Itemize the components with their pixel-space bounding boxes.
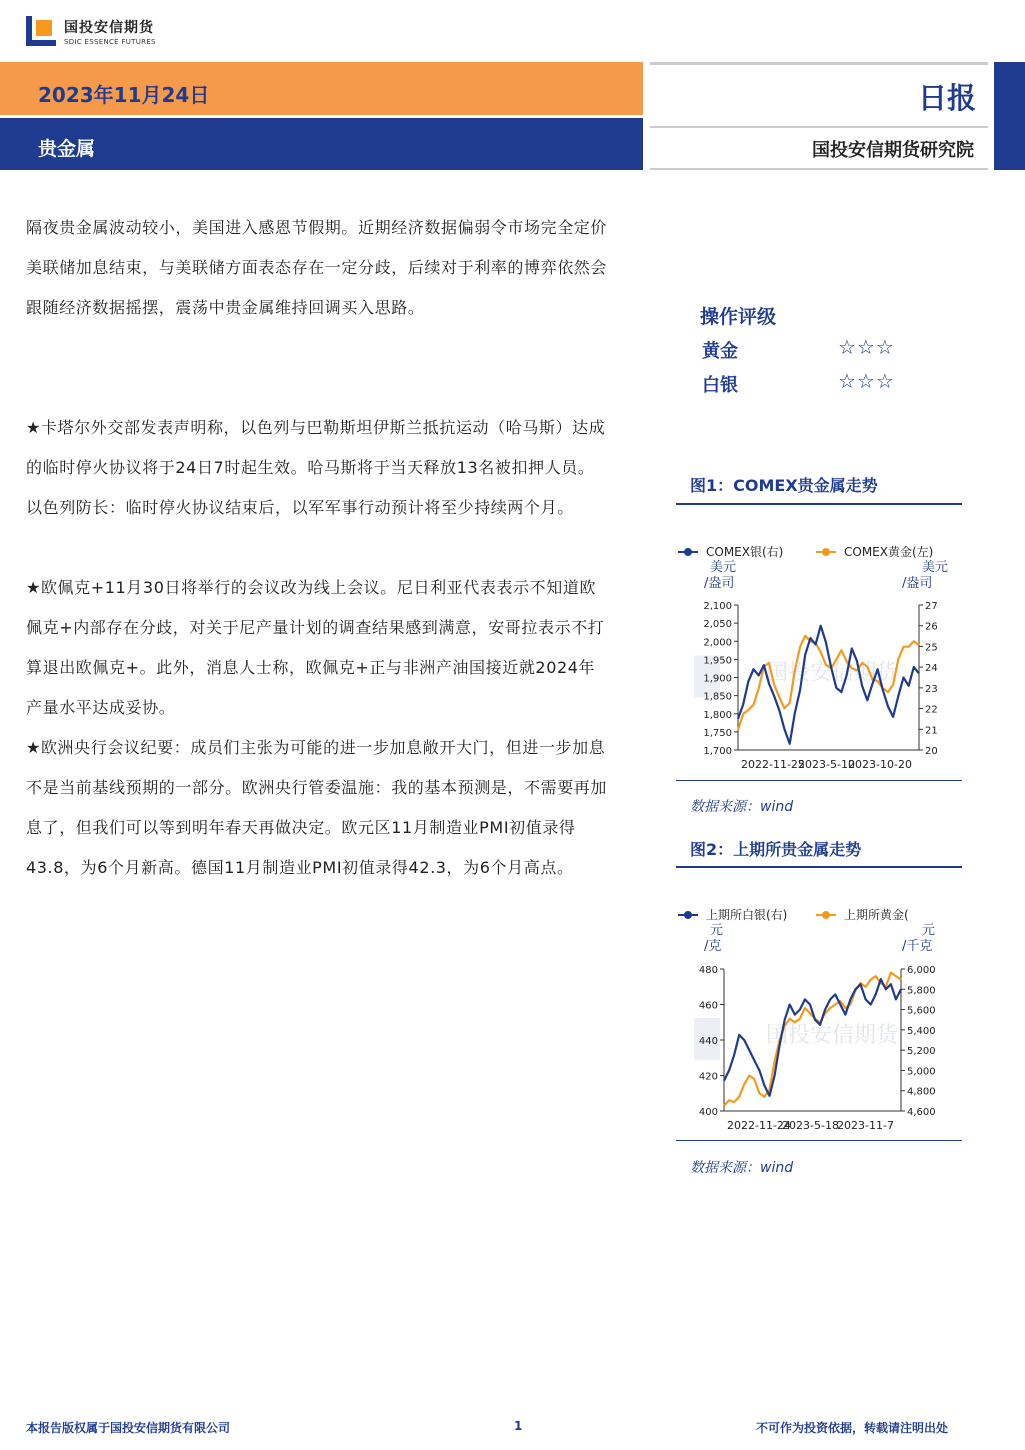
- right-tick-label: 22: [925, 704, 938, 716]
- figure-1-source: 数据来源：wind: [690, 799, 794, 815]
- left-axis-unit: /克: [704, 939, 722, 954]
- left-tick-label: 2,000: [703, 637, 732, 649]
- x-tick-label: 2023-10-20: [848, 758, 912, 771]
- left-tick-label: 1,800: [703, 709, 732, 721]
- figure-2-source: 数据来源：wind: [690, 1160, 794, 1176]
- report-category: 贵金属: [38, 138, 96, 160]
- summary-paragraph: 隔夜贵金属波动较小，美国进入感恩节假期。近期经济数据偏弱令市场完全定价美联储加息结束，与美联储方面表态存在一定分歧，后续对于利率的博弈依然会跟随经济数据摇摆，震荡中贵金属维持回调买入思路。: [26, 218, 608, 317]
- right-tick-label: 27: [925, 601, 938, 612]
- x-tick-label: 2023-5-18: [782, 1119, 839, 1132]
- rating-title: 操作评级: [700, 306, 777, 328]
- left-tick-label: 480: [698, 965, 718, 976]
- left-axis-unit: 美元: [710, 560, 737, 575]
- figure-1-bottom-rule: [676, 780, 962, 781]
- left-tick-label: 1,750: [703, 727, 732, 739]
- right-axis-unit: /盎司: [902, 576, 933, 591]
- watermark-text: 国投安信期货: [766, 660, 899, 686]
- header-divider: [650, 168, 988, 170]
- rating-item-gold: 黄金: [702, 341, 738, 362]
- figure-1-rule: [676, 503, 962, 505]
- x-tick-label: 2022-11-25: [741, 758, 805, 771]
- figure-2-rule: [676, 866, 962, 868]
- header-divider: [650, 126, 988, 128]
- right-tick-label: 5,000: [907, 1066, 936, 1078]
- left-tick-label: 420: [698, 1071, 718, 1083]
- legend-marker-icon: [822, 911, 830, 919]
- figure-1-title: 图1：COMEX贵金属走势: [690, 476, 878, 495]
- news-paragraph: ★卡塔尔外交部发表声明称，以色列与巴勒斯坦伊斯兰抵抗运动（哈马斯）达成的临时停火协议将于24日7时起生效。哈马斯将于当天释放13名被扣押人员。以色列防长：临时停火协议结束后，以军军事行动预计将至少持续两个月。: [26, 418, 606, 517]
- right-tick-label: 25: [925, 642, 938, 654]
- right-tick-label: 5,400: [907, 1025, 936, 1037]
- right-tick-label: 24: [925, 663, 938, 675]
- header-blue-bar: [0, 118, 643, 170]
- watermark-text: 国投安信期货: [766, 1023, 899, 1048]
- comex-chart: [676, 535, 966, 780]
- logo-name-cn: 国投安信期货: [64, 20, 154, 36]
- footer-copyright: 本报告版权属于国投安信期货有限公司: [26, 1421, 231, 1435]
- right-tick-label: 4,800: [907, 1086, 936, 1098]
- right-axis-unit: 元: [922, 923, 936, 938]
- right-tick-label: 20: [925, 746, 938, 757]
- figure-2-title: 图2：上期所贵金属走势: [690, 840, 862, 859]
- right-tick-label: 5,600: [907, 1005, 936, 1017]
- news-paragraph: ★欧洲央行会议纪要：成员们主张为可能的进一步加息敞开大门，但进一步加息不是当前基线预期的一部分。欧洲央行管委温施：我的基本预测是，不需要再加息了，但我们可以等到明年春天再做决定。欧元区11月制造业PMI初值录得43.8，为6个月新高。德国11月制造业PMI初值录得42.3，为6个月高点。: [26, 738, 608, 877]
- shfe-chart: [676, 898, 966, 1140]
- legend-label: 上期所白银(右): [706, 908, 788, 922]
- logo-name-en: SDIC ESSENCE FUTURES: [64, 38, 156, 46]
- legend-marker-icon: [822, 548, 830, 556]
- right-tick-label: 6,000: [907, 965, 936, 976]
- right-axis-unit: /千克: [902, 939, 933, 954]
- left-tick-label: 1,700: [703, 746, 732, 757]
- right-tick-label: 21: [925, 725, 938, 737]
- x-tick-label: 2023-5-10: [798, 758, 855, 771]
- right-tick-label: 23: [925, 683, 938, 695]
- right-tick-label: 5,200: [907, 1046, 936, 1058]
- figure-2-bottom-rule: [676, 1140, 962, 1141]
- right-tick-label: 26: [925, 621, 938, 633]
- left-tick-label: 460: [698, 1000, 718, 1012]
- left-axis-unit: 元: [710, 923, 724, 938]
- legend-label: 上期所黄金(: [844, 908, 909, 922]
- x-tick-label: 2023-11-7: [837, 1119, 894, 1132]
- header-divider: [650, 62, 988, 65]
- legend-label: COMEX银(右): [706, 545, 784, 559]
- left-tick-label: 1,850: [703, 691, 732, 703]
- news-paragraph: ★欧佩克+11月30日将举行的会议改为线上会议。尼日利亚代表表示不知道欧佩克+内部存在分歧，对关于尼产量计划的调查结果感到满意，安哥拉表示不打算退出欧佩克+。此外，消息人士称，欧佩克+正与非洲产油国接近就2024年产量水平达成妥协。: [26, 578, 605, 717]
- left-tick-label: 440: [698, 1036, 718, 1047]
- rating-stars-gold: ☆☆☆: [838, 335, 895, 359]
- right-tick-label: 5,800: [907, 985, 936, 997]
- report-type: 日报: [917, 81, 976, 115]
- report-date: 2023年11月24日: [38, 83, 210, 107]
- left-tick-label: 400: [698, 1107, 718, 1118]
- legend-marker-icon: [684, 911, 692, 919]
- left-tick-label: 1,950: [703, 655, 732, 667]
- legend-label: COMEX黄金(左): [844, 545, 934, 559]
- legend-marker-icon: [684, 548, 692, 556]
- right-axis-unit: 美元: [922, 560, 949, 575]
- left-tick-label: 2,100: [703, 601, 732, 612]
- institute-name: 国投安信期货研究院: [812, 140, 974, 161]
- header-blue-block: [994, 62, 1025, 170]
- left-tick-label: 2,050: [703, 619, 732, 631]
- right-tick-label: 4,600: [907, 1107, 936, 1118]
- left-tick-label: 1,900: [703, 673, 732, 685]
- left-axis-unit: /盎司: [704, 576, 735, 591]
- footer-disclaimer: 不可作为投资依据，转载请注明出处: [756, 1421, 949, 1435]
- x-tick-label: 2022-11-24: [727, 1119, 791, 1132]
- company-logo-icon: [26, 16, 56, 46]
- page-number: 1: [514, 1419, 523, 1433]
- rating-item-silver: 白银: [702, 375, 738, 396]
- rating-stars-silver: ☆☆☆: [838, 369, 895, 393]
